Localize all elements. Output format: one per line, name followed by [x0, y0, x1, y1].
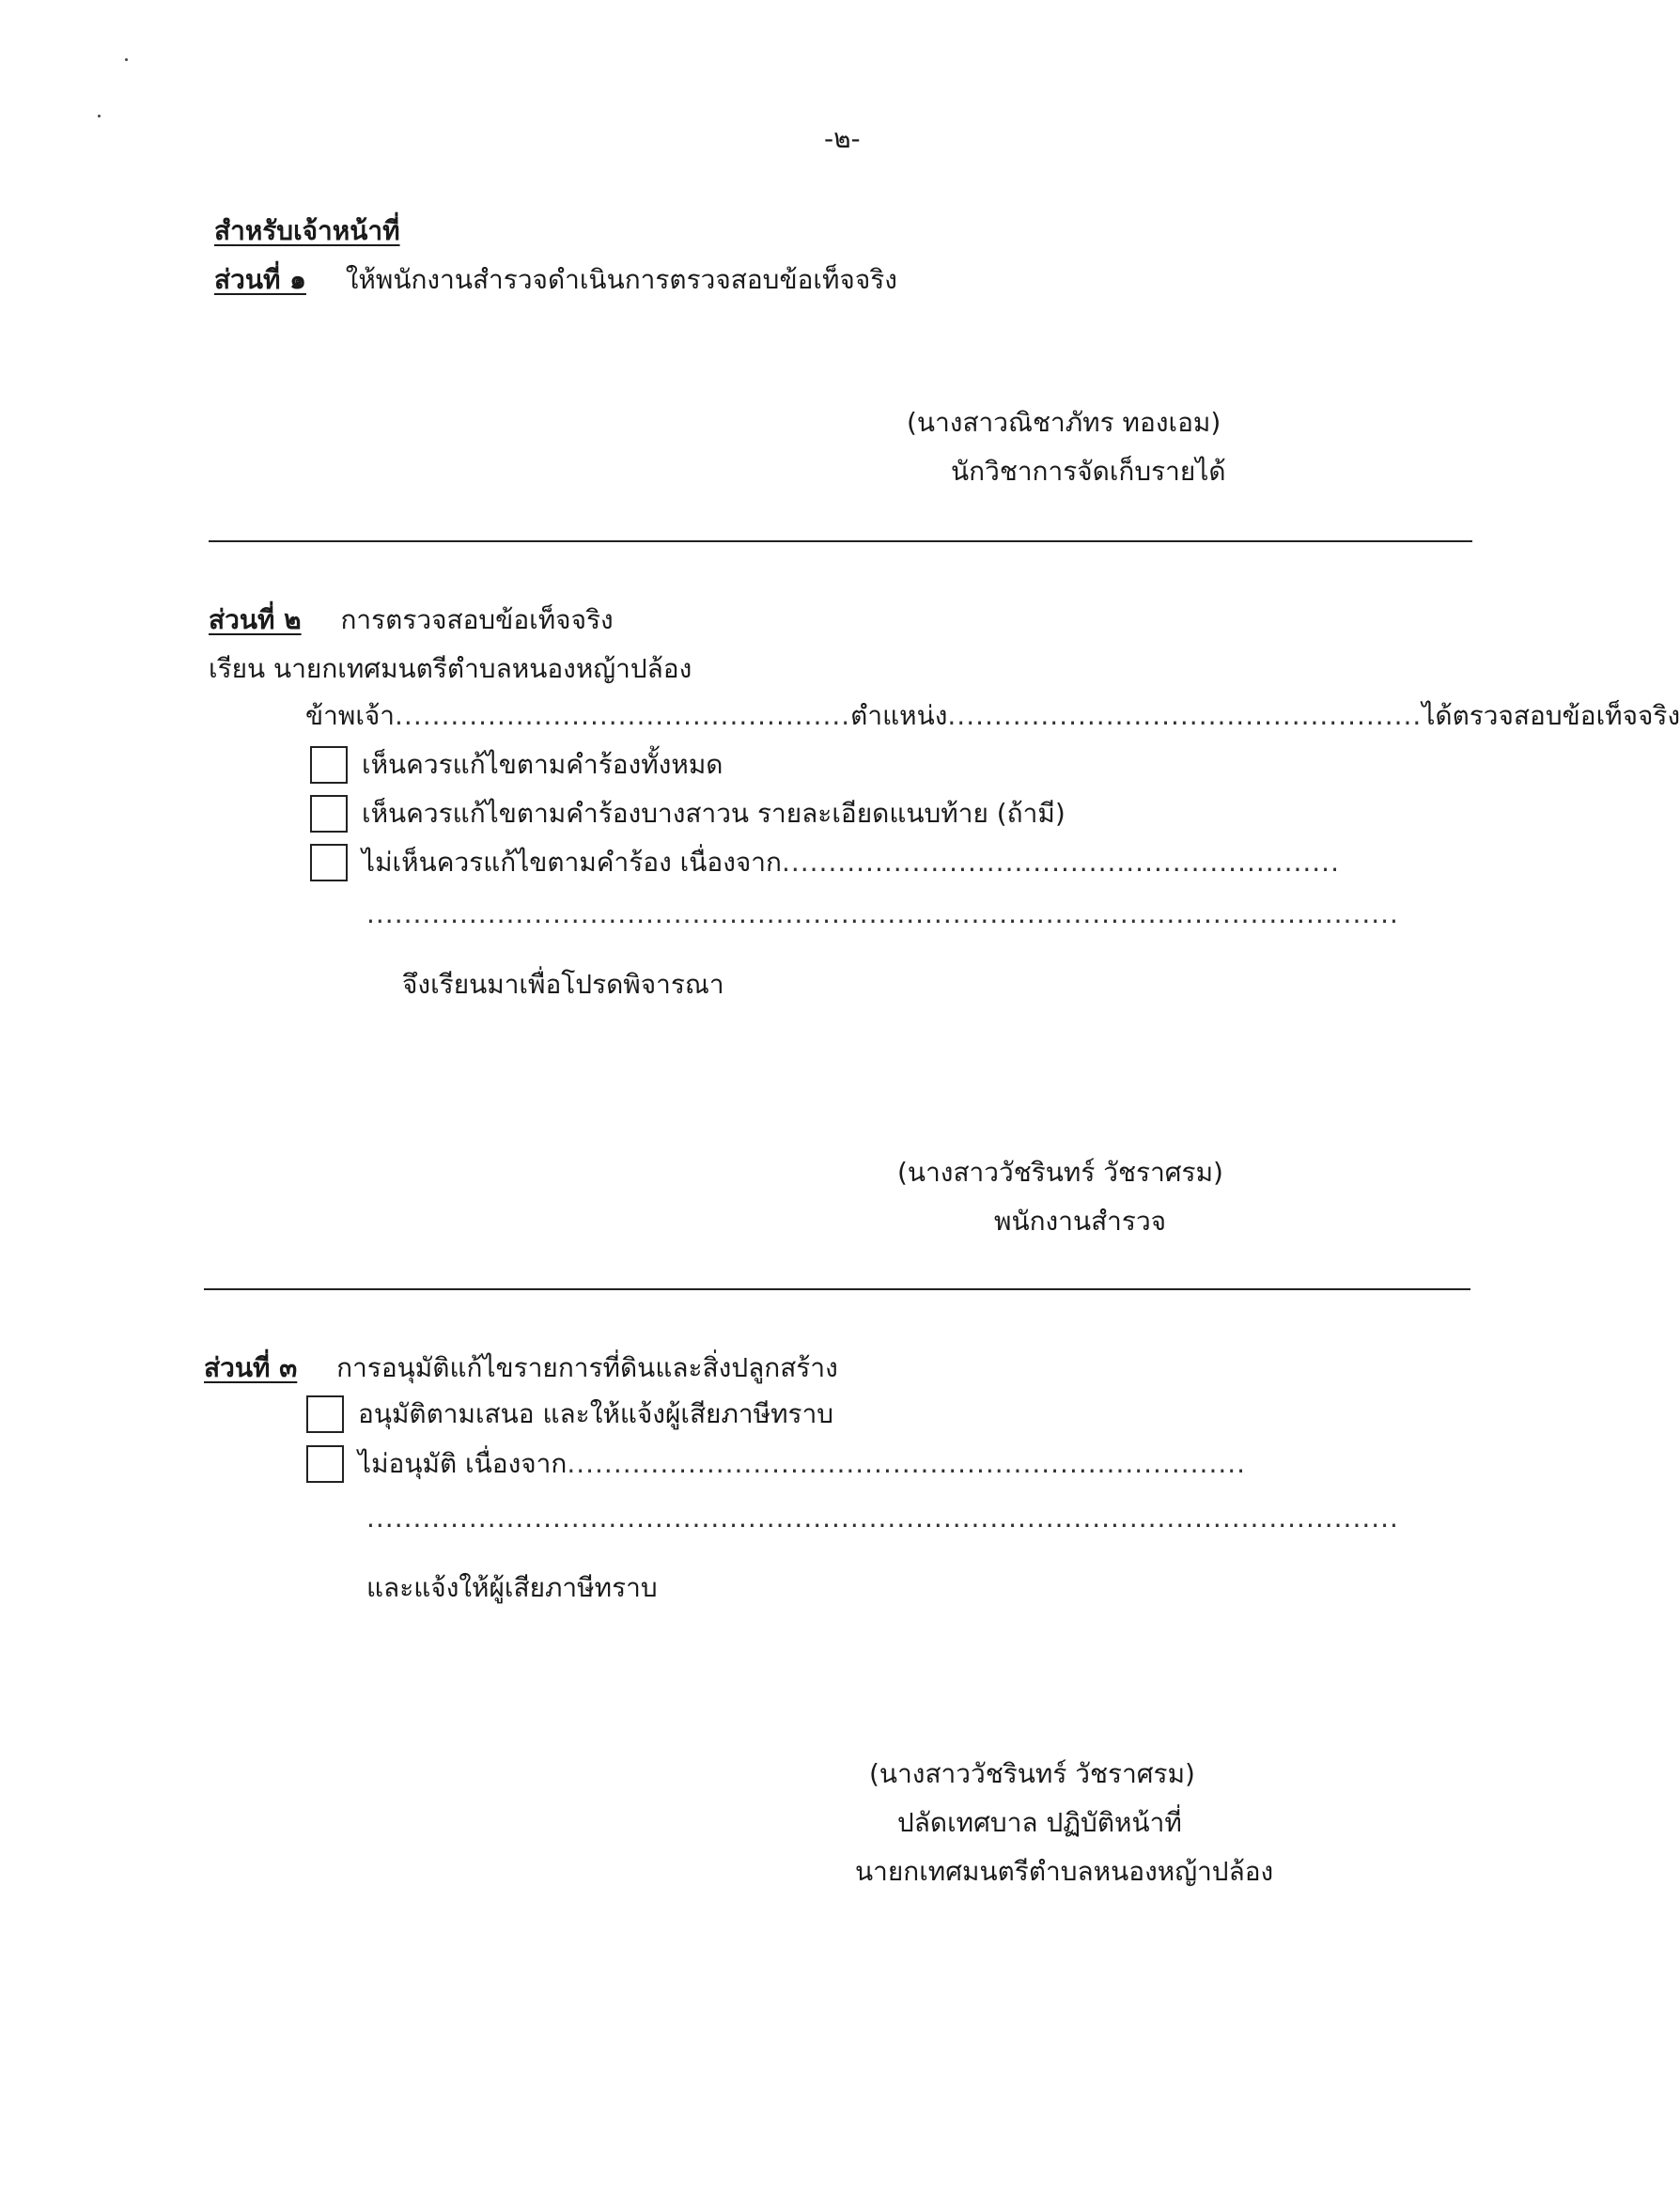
part1-signer-position: นักวิชาการจัดเก็บรายได้ — [951, 456, 1226, 487]
disapprove-reason-fill-line-2[interactable]: ............................................................................................................... — [366, 1503, 1399, 1534]
disapprove-label: ไม่อนุมัติ เนื่องจาก — [358, 1448, 568, 1479]
option-reject-line — [362, 846, 1340, 880]
approve-label: อนุมัติตามเสนอ และให้แจ้งผู้เสียภาษีทราบ — [358, 1398, 834, 1429]
option-partial-label: เห็นควรแก้ไขตามคำร้องบางสาวน รายละเอียดแนบท้าย (ถ้ามี) — [362, 798, 1066, 829]
part3-closing: และแจ้งให้ผู้เสียภาษีทราบ — [366, 1572, 658, 1603]
part2-label: ส่วนที่ ๒ — [209, 604, 302, 635]
part3-signer-name: (นางสาววัชรินทร์ วัชราศรม) — [869, 1758, 1195, 1789]
part1-text: ให้พนักงานสำรวจดำเนินการตรวจสอบข้อเท็จจริง — [345, 264, 897, 295]
statement-suffix: ได้ตรวจสอบข้อเท็จจริง — [1422, 700, 1680, 731]
option-reject-label: ไม่เห็นควรแก้ไขตามคำร้อง เนื่องจาก — [362, 847, 782, 878]
part1-line — [214, 263, 897, 297]
disapprove-reason-fill-line[interactable]: ......................................................................... — [567, 1448, 1247, 1479]
disapprove-checkbox[interactable] — [306, 1445, 344, 1483]
name-fill-line[interactable]: ................................................. — [395, 700, 851, 731]
part3-label: ส่วนที่ ๓ — [204, 1352, 298, 1383]
divider-1 — [209, 540, 1472, 542]
option-partial-checkbox[interactable] — [310, 795, 348, 833]
option-all-checkbox[interactable] — [310, 746, 348, 784]
part2-closing: จึงเรียนมาเพื่อโปรดพิจารณา — [402, 969, 724, 1000]
part2-line — [209, 603, 614, 637]
part1-signer-name: (นางสาวณิชาภัทร ทองเอม) — [907, 407, 1221, 438]
page-number: -๒- — [824, 123, 861, 154]
scan-speck — [98, 115, 101, 117]
reason-fill-line[interactable]: ............................................................ — [781, 847, 1340, 878]
part2-statement — [305, 699, 1680, 733]
part2-text: การตรวจสอบข้อเท็จจริง — [340, 604, 614, 635]
part1-label: ส่วนที่ ๑ — [214, 264, 306, 295]
part2-salutation: เรียน นายกเทศมนตรีตำบลหนองหญ้าปล้อง — [209, 653, 692, 684]
approve-checkbox[interactable] — [306, 1395, 344, 1433]
option-all-label: เห็นควรแก้ไขตามคำร้องทั้งหมด — [362, 749, 723, 780]
disapprove-line — [358, 1447, 1246, 1481]
part3-text: การอนุมัติแก้ไขรายการที่ดินและสิ่งปลูกสร้าง — [336, 1352, 838, 1383]
part3-signer-position-1: ปลัดเทศบาล ปฏิบัติหน้าที่ — [897, 1807, 1182, 1838]
reason-fill-line-2[interactable]: ............................................................................................................... — [366, 898, 1399, 929]
option-reject-checkbox[interactable] — [310, 844, 348, 881]
part2-signer-position: พนักงานสำรวจ — [994, 1206, 1167, 1237]
position-fill-line[interactable]: ................................................... — [947, 700, 1423, 731]
scan-speck — [125, 58, 128, 61]
part3-signer-position-2: นายกเทศมนตรีตำบลหนองหญ้าปล้อง — [855, 1856, 1274, 1887]
statement-position: ตำแหน่ง — [850, 700, 948, 731]
statement-prefix: ข้าพเจ้า — [305, 700, 396, 731]
divider-2 — [204, 1288, 1470, 1290]
officer-header: สำหรับเจ้าหน้าที่ — [214, 215, 400, 246]
part3-line — [204, 1351, 838, 1385]
part2-signer-name: (นางสาววัชรินทร์ วัชราศรม) — [897, 1157, 1223, 1188]
